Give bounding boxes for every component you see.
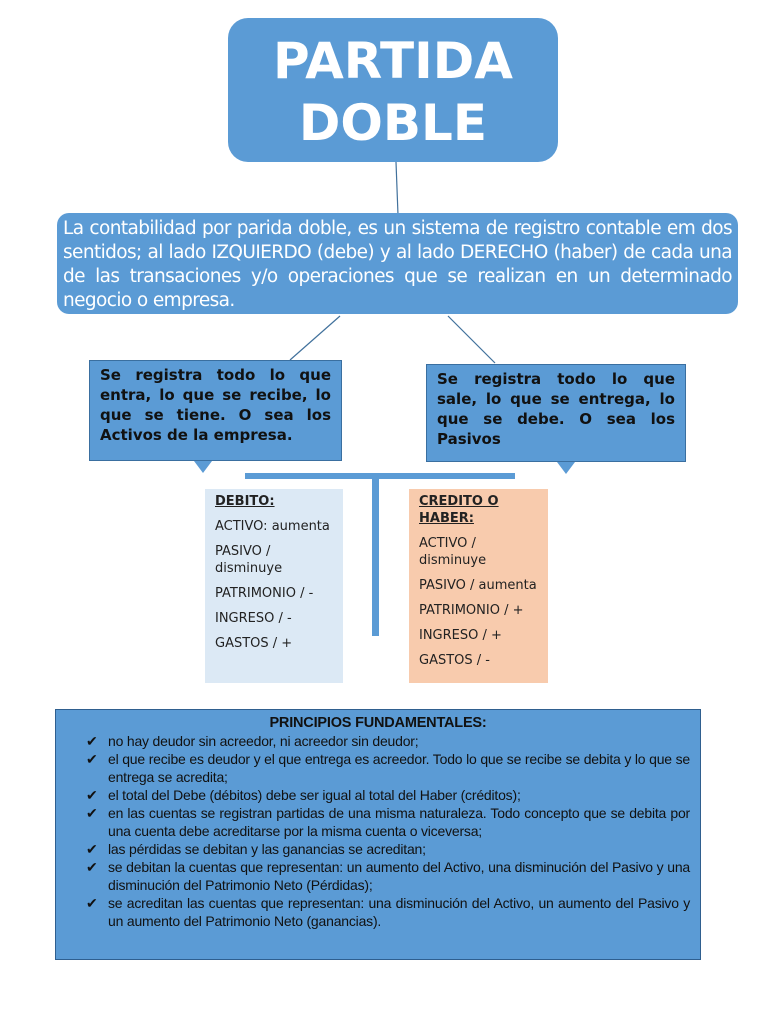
principio-item xyxy=(86,858,690,894)
left-callout-pointer xyxy=(194,461,212,473)
title-line2: DOBLE xyxy=(298,94,488,152)
principio-text: el total del Debe (débitos) debe ser igual al total del Haber (créditos); xyxy=(108,787,521,803)
principio-text: se acreditan las cuentas que representan: una disminución del Activo, un aumento del Pasivo y un aumento del Patrimonio Neto (ganancias). xyxy=(108,895,690,929)
principio-item xyxy=(86,750,690,786)
principio-item xyxy=(86,804,690,840)
right-callout-pointer xyxy=(557,462,575,474)
principio-item xyxy=(86,840,690,858)
title-line1: PARTIDA xyxy=(273,32,513,90)
credito-item: GASTOS / - xyxy=(419,653,490,668)
debito-item: INGRESO / - xyxy=(215,611,292,626)
check-icon: ✔ xyxy=(86,787,98,803)
debito-item: PATRIMONIO / - xyxy=(215,586,314,601)
principio-text: las pérdidas se debitan y las ganancias se acreditan; xyxy=(108,841,426,857)
credito-item: ACTIVO / disminuye xyxy=(419,536,487,568)
debito-item: GASTOS / + xyxy=(215,636,293,651)
check-icon: ✔ xyxy=(86,841,98,857)
principio-text: se debitan la cuentas que representan: un aumento del Activo, una disminución del Pasivo y una disminución del Patrimonio Neto (Pérdidas); xyxy=(108,859,690,893)
credito-item: INGRESO / + xyxy=(419,628,502,643)
debito-box xyxy=(205,489,343,683)
right-callout: Se registra todo lo que sale, lo que se entrega, lo que se debe. O sea los Pasivos xyxy=(426,364,686,462)
principios-heading: PRINCIPIOS FUNDAMENTALES: xyxy=(269,715,487,731)
principios-box xyxy=(55,709,701,960)
description-box: La contabilidad por parida doble, es un sistema de registro contable em dos sentidos; al lado IZQUIERDO (debe) y al lado DERECHO (haber) de cada una de las transaciones y/o operaciones que se realizan en un determinado negocio o empresa. xyxy=(57,213,738,314)
check-icon: ✔ xyxy=(86,895,98,911)
horizontal-bar xyxy=(245,473,515,479)
check-icon: ✔ xyxy=(86,733,98,749)
principio-item xyxy=(86,786,690,804)
vertical-bar xyxy=(372,473,379,636)
debito-item: PASIVO / disminuye xyxy=(215,544,283,576)
principio-text: en las cuentas se registran partidas de una misma naturaleza. Todo concepto que se debita por una cuenta debe acreditarse por la misma cuenta o viceversa; xyxy=(108,805,690,839)
credito-item: PATRIMONIO / + xyxy=(419,603,524,618)
principio-text: el que recibe es deudor y el que entrega es acreedor. Todo lo que se recibe se debita y lo que se entrega se acredita; xyxy=(108,751,690,785)
debito-item: ACTIVO: aumenta xyxy=(215,519,330,534)
check-icon: ✔ xyxy=(86,859,98,875)
principio-item xyxy=(86,894,690,930)
principio-text: no hay deudor sin acreedor, ni acreedor sin deudor; xyxy=(108,733,419,749)
check-icon: ✔ xyxy=(86,751,98,767)
credito-heading: CREDITO O HABER: xyxy=(419,494,499,526)
credito-item: PASIVO / aumenta xyxy=(419,578,537,593)
principio-item xyxy=(86,732,690,750)
debito-heading: DEBITO: xyxy=(215,494,275,509)
credito-box xyxy=(409,489,548,683)
left-callout: Se registra todo lo que entra, lo que se recibe, lo que se tiene. O sea los Activos de la empresa. xyxy=(89,360,342,461)
check-icon: ✔ xyxy=(86,805,98,821)
title-box xyxy=(228,18,558,162)
